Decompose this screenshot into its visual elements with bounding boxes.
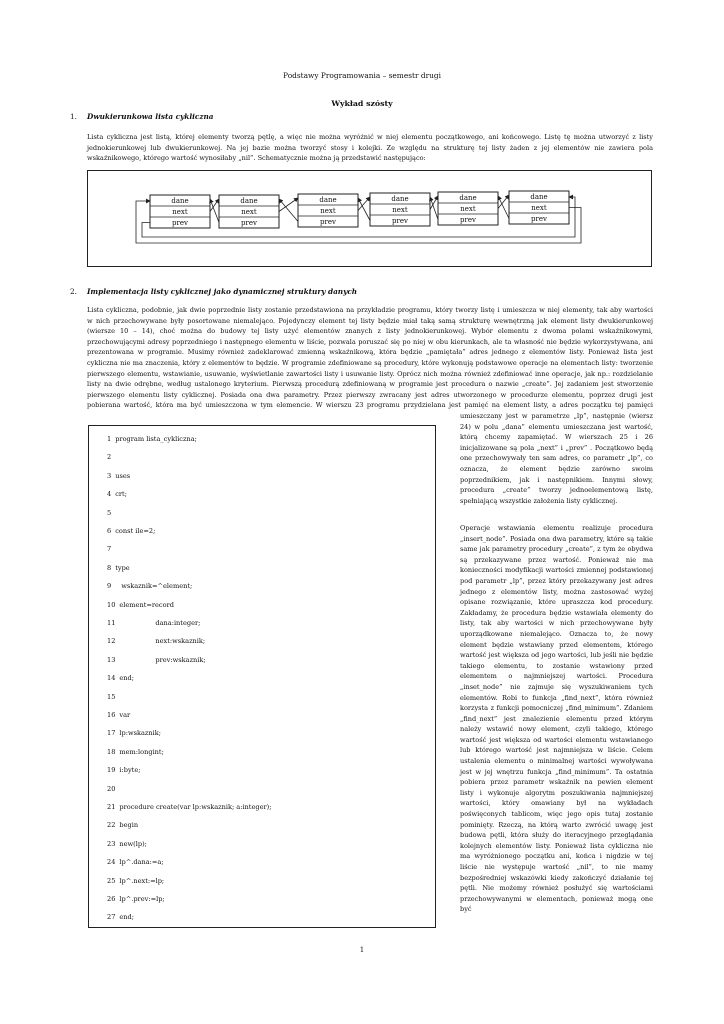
- text-line: opisane rozwiązanie, które upraszcza kod procedury.: [460, 598, 653, 607]
- code-line-text: mem:longint;: [119, 747, 164, 756]
- code-line-text: uses: [115, 471, 131, 480]
- code-line: [107, 895, 165, 903]
- text-line: lub którego wartość jest najmniejsza w liście. Celem: [460, 746, 653, 755]
- text-line: liście nie występuje wartość „nil”, to nie mamy: [460, 863, 653, 871]
- text-line: pobiera przez parametr wskaźnik na pewien element: [460, 778, 653, 787]
- prev-pointer: [210, 199, 219, 223]
- page-header: Podstawy Programowania – semestr drugi: [283, 71, 441, 80]
- text-line: pierwszego elementu, wstawianie, usuwanie, wyświetlanie zawartości listy i usuwanie listy. Oprócz nich można również zdefiniować inne operacje, jak np.: rozdzielanie: [87, 369, 653, 378]
- text-line: elementem o najmniejszej wartości. Procedura: [460, 672, 653, 681]
- code-line-number: 25: [107, 876, 116, 885]
- text-line: poprzednikiem, jak i następnikiem. Innymi słowy,: [460, 475, 653, 484]
- code-line-number: 5: [107, 508, 112, 517]
- code-line-number: 7: [107, 545, 112, 554]
- code-line-number: 27: [107, 913, 116, 922]
- code-line-number: 8: [107, 563, 112, 572]
- prev-pointer: [358, 198, 370, 221]
- code-line: [107, 840, 147, 848]
- text-line: umieszczany jest w parametrze „lp”, następnie (wiersz: [460, 412, 653, 420]
- section1-title: Dwukierunkowa lista cykliczna: [87, 112, 214, 121]
- text-line: oznacza, że element będzie zarówno swoim: [460, 464, 653, 473]
- node-field-label: prev: [320, 218, 336, 226]
- code-line-text: element=record: [119, 600, 174, 609]
- code-line-number: 10: [107, 600, 116, 609]
- text-line: elementów. Robi to funkcja „find_next”, która również: [460, 693, 653, 702]
- text-line: one przechowywały ten sam adres, co parametr „lp”, co: [460, 454, 653, 463]
- code-line-number: 13: [107, 655, 116, 664]
- node-field-label: prev: [392, 217, 408, 225]
- text-line: budowa pętli, która służy do iteracyjnego przeglądania: [460, 831, 653, 840]
- code-line: [107, 858, 164, 866]
- text-line: bezpośredniej wskazówki kiedy zakończyć działanie tej: [460, 873, 653, 882]
- text-line: jest w jej wnętrzu funkcja „find_minimum”. Ta ostatnia: [460, 767, 653, 776]
- text-line: cykliczna nie ma znaczenia, który z elementów to będzie. W programie zdefiniowane są procedury, które wykonują podstawowe operacje na elementach listy: tworzenie: [87, 358, 653, 367]
- section1-paragraph: [87, 132, 653, 164]
- text-line: w nich przechowywane były posortowane niemalejąco. Pojedynczy element tej listy będzie miał taką samą strukturę wewnętrzną jak element listy dwukierunkowej: [87, 316, 653, 325]
- text-line: listy i wykonuje algorytm poszukiwania najmniejszej: [460, 788, 653, 797]
- code-line-text: const ile=2;: [115, 527, 156, 535]
- text-line: Zakładamy, że procedura będzie wstawiała elementy do: [460, 608, 653, 617]
- text-line: Operacje wstawiania elementu realizuje procedura: [460, 524, 653, 532]
- text-line: pobierana wartość, która ma być umieszczona w tym elemencie. W wierszu 23 programu przydzielana jest pamięć na element listy, a adres początku tej pamięci: [87, 401, 653, 410]
- code-line-number: 12: [107, 637, 116, 646]
- text-line: pętli. Nie możemy również posłużyć się wartościami: [460, 884, 653, 893]
- code-line: [107, 656, 206, 664]
- code-line: [107, 435, 197, 443]
- code-line: [107, 545, 115, 553]
- code-line-text: dana:integer;: [155, 619, 201, 627]
- code-line-number: 17: [107, 729, 116, 738]
- text-line: wskaźnikowego, którego wartość wynosiłaby „nil”. Schematycznie można ją przedstawić następująco:: [87, 154, 426, 163]
- text-line: „insert_node”. Posiada ona dwa parametry, które są takie: [460, 534, 653, 543]
- code-line-text: next:wskaznik;: [155, 637, 206, 646]
- page-number: 1: [359, 946, 365, 954]
- code-line-number: 19: [107, 766, 116, 775]
- code-line-text: lp^.prev:=lp;: [119, 895, 165, 903]
- code-line: [107, 693, 119, 701]
- text-line: uporządkowane niemalejąco. Oznacza to, że nowy: [460, 629, 653, 638]
- code-line: [107, 453, 115, 461]
- code-line-text: i:byte;: [119, 766, 141, 775]
- next-pointer: [210, 199, 219, 212]
- text-line: same jak parametry procedury „create”, z tym że obydwa: [460, 545, 653, 554]
- section2-paragraph: [87, 305, 653, 411]
- text-line: Lista cykliczna, podobnie, jak dwie poprzednie listy zostanie przedstawiona na przykładzie programu, który tworzy listę i umieszcza w niej elementy, tak aby wartości: [87, 306, 653, 314]
- text-line: przechowującymi adresy poprzedniego i następnego elementu w liście, pozwala poruszać się po niej w obu kierunkach, ale ta własność nie będzie wykorzystywana, ani: [87, 337, 653, 346]
- text-line: „find_next” jest znalezienie elementu przed którym: [460, 714, 653, 723]
- node-field-label: next: [531, 204, 547, 212]
- code-line: [107, 748, 164, 756]
- text-line: listy na dwie odrębne, według ustalonego kryterium. Pierwszą procedurą zdefiniowaną w programie jest procedura o nazwie „create”. Jej zadaniem jest stworzenie: [87, 380, 653, 389]
- text-line: konieczności modyfikacji wartości zmiennej podstawionej: [460, 566, 653, 575]
- code-line-text: lp:wskaznik;: [119, 729, 161, 738]
- code-line: [107, 601, 174, 609]
- code-line-text: var: [119, 711, 131, 719]
- node-field-label: dane: [391, 195, 409, 203]
- node-field-label: next: [460, 205, 476, 213]
- code-line: [107, 913, 134, 921]
- code-line-text: crt;: [115, 490, 127, 499]
- code-line-text: lp^.next:=lp;: [119, 876, 165, 885]
- code-line: [107, 785, 119, 793]
- text-line: korzysta z funkcji pomocniczej „find_minimum”. Zdaniem: [460, 704, 653, 713]
- code-line-number: 3: [107, 471, 112, 480]
- text-line: pominięty. Rzeczą, na którą warto zwrócić uwagę jest: [460, 820, 653, 829]
- text-line: należy wstawić nowy element, czyli takiego, którego: [460, 725, 653, 734]
- text-line: są przekazywane przez wartość. Ponieważ nie ma: [460, 555, 653, 564]
- code-line: [107, 766, 140, 774]
- text-line: „inset_node” nie zajmuje się wyszukiwaniem tych: [460, 682, 653, 691]
- text-line: procedura „create” tworzy jednoelementową listę,: [460, 486, 653, 495]
- node-field-label: next: [320, 207, 336, 215]
- code-line-number: 6: [107, 527, 112, 535]
- node-field-label: next: [172, 208, 188, 216]
- code-line: [107, 582, 192, 590]
- node-field-label: prev: [531, 215, 547, 223]
- code-line-text: procedure create(var lp:wskaznik; a:integer);: [119, 803, 272, 811]
- code-line-text: type: [115, 563, 130, 572]
- text-line: ustalenia elementu o minimalnej wartości wywoływana: [460, 757, 653, 766]
- text-line: 24) w polu „dana” elementu umieszczana jest wartość,: [460, 422, 653, 431]
- code-line: [107, 803, 271, 811]
- code-line: [107, 564, 130, 572]
- text-line: wartość jest większa od jego wartości, lub jeśli nie będzie: [460, 651, 653, 660]
- cyclic-list-diagram: [87, 170, 652, 267]
- lecture-title: Wykład szósty: [331, 99, 393, 108]
- node-field-label: dane: [319, 196, 337, 204]
- code-line-number: 24: [107, 858, 116, 867]
- text-line: listy, tak aby wartości w nich przechowywane były: [460, 619, 653, 628]
- text-line: spełniającą wszystkie założenia listy cyklicznej.: [460, 496, 618, 505]
- diagram-svg: [88, 171, 653, 268]
- section2-title: Implementacja listy cyklicznej jako dynamicznej struktury danych: [87, 287, 358, 296]
- code-line-number: 16: [107, 711, 116, 719]
- prev-pointer: [279, 199, 298, 222]
- code-line-number: 2: [107, 453, 112, 462]
- code-line: [107, 674, 134, 682]
- text-line: takiego elementu, to zostanie wstawiony przed: [460, 661, 653, 670]
- node-field-label: dane: [530, 193, 548, 201]
- text-line: jednego z elementów listy, można zastosować wyżej: [460, 587, 653, 596]
- code-line-text: wskaznik=^element;: [121, 582, 193, 591]
- code-line-text: prev:wskaznik;: [155, 655, 206, 664]
- text-line: wartość jest większa od wartości elementu wstawianego: [460, 735, 653, 744]
- text-line: którą chcemy zapamiętać. W wierszach 25 i 26: [460, 433, 653, 442]
- code-line-number: 9: [107, 582, 112, 591]
- node-field-label: next: [241, 208, 257, 216]
- section2-side-text-2: [460, 523, 653, 915]
- text-line: pod parametr „lp”, przez który przekazywany jest adres: [460, 576, 653, 585]
- code-line-number: 1: [107, 435, 112, 443]
- section2-number: 2.: [70, 287, 77, 296]
- text-line: wartości, który omawiany był na wykładach: [460, 799, 653, 808]
- code-line-number: 23: [107, 839, 116, 848]
- next-pointer: [279, 198, 298, 212]
- code-line: [107, 877, 164, 885]
- code-line: [107, 472, 130, 480]
- text-line: poświęconych tablicom, więc jego opis tutaj zostanie: [460, 810, 653, 819]
- code-line-text: new(lp);: [119, 839, 147, 848]
- node-field-label: dane: [459, 194, 477, 202]
- code-line-number: 22: [107, 821, 116, 830]
- node-field-label: dane: [240, 197, 258, 205]
- code-line-number: 20: [107, 784, 116, 793]
- code-line: [107, 729, 161, 737]
- code-line-number: 14: [107, 674, 116, 683]
- code-line-text: program lista_cykliczna;: [115, 435, 197, 443]
- text-line: Lista cykliczna jest listą, której elementy tworzą pętlę, a więc nie można wyróżnić w niej elementu początkowego, ani końcowego. Listę tę można utworzyć z listy: [87, 133, 653, 141]
- text-line: ma wyróżnionego początku ani, końca i nigdzie w tej: [460, 852, 653, 861]
- section2-side-text-1: [460, 411, 653, 506]
- node-field-label: prev: [241, 219, 257, 227]
- node-field-label: prev: [172, 219, 188, 227]
- code-line: [107, 509, 115, 517]
- code-line-text: begin: [119, 821, 139, 830]
- node-field-label: next: [392, 206, 408, 214]
- code-line-number: 21: [107, 803, 116, 811]
- text-line: prezentowana w programie. Musimy również zadeklarować zmienną wskaźnikową, która będzie „pamiętała” adres jednego z elementów listy. Ponieważ lista jest: [87, 348, 653, 357]
- code-line: [107, 490, 127, 498]
- code-line-text: lp^.dana:=a;: [119, 858, 164, 867]
- node-field-label: dane: [171, 197, 189, 205]
- code-line: [107, 637, 205, 645]
- text-line: inicjalizowane są pola „next” i „prev” . Początkowo będą: [460, 443, 653, 452]
- code-listing: [88, 425, 436, 928]
- prev-pointer: [498, 196, 509, 219]
- code-line-number: 26: [107, 895, 116, 903]
- text-line: jednokierunkowej lub dwukierunkowej. Na jej bazie można tworzyć stosy i kolejki. Ze względu na strukturę tej listy żaden z jej elementów nie zawiera pola: [87, 143, 653, 152]
- code-line-text: end;: [119, 913, 134, 922]
- text-line: pierwszego elementu listy cyklicznej. Posiada ona dwa parametry. Przez pierwszy zwracany jest adres utworzonego w procedurze elementu, poprzez drugi jest: [87, 390, 653, 399]
- code-line: [107, 619, 200, 627]
- code-line: [107, 711, 130, 719]
- text-line: kolejnych elementów listy. Ponieważ lista cykliczna nie: [460, 841, 653, 850]
- code-line-number: 18: [107, 747, 116, 756]
- text-line: przechowywanymi w elementach, ponieważ mogą one być: [460, 894, 653, 914]
- code-line-number: 11: [107, 619, 116, 627]
- code-line-number: 15: [107, 692, 116, 701]
- node-field-label: prev: [460, 216, 476, 224]
- text-line: element będzie wstawiany przed elementem, którego: [460, 640, 653, 649]
- section1-number: 1.: [70, 112, 77, 121]
- code-line: [107, 821, 138, 829]
- text-line: (wiersze 10 – 14), choć można do budowy tej listy użyć elementów znanych z listy jednokierunkowej. Wybór elementu z dwoma polami wskaźnikowymi,: [87, 327, 653, 336]
- code-line-number: 4: [107, 490, 112, 499]
- code-line-text: end;: [119, 674, 134, 683]
- code-line: [107, 527, 155, 535]
